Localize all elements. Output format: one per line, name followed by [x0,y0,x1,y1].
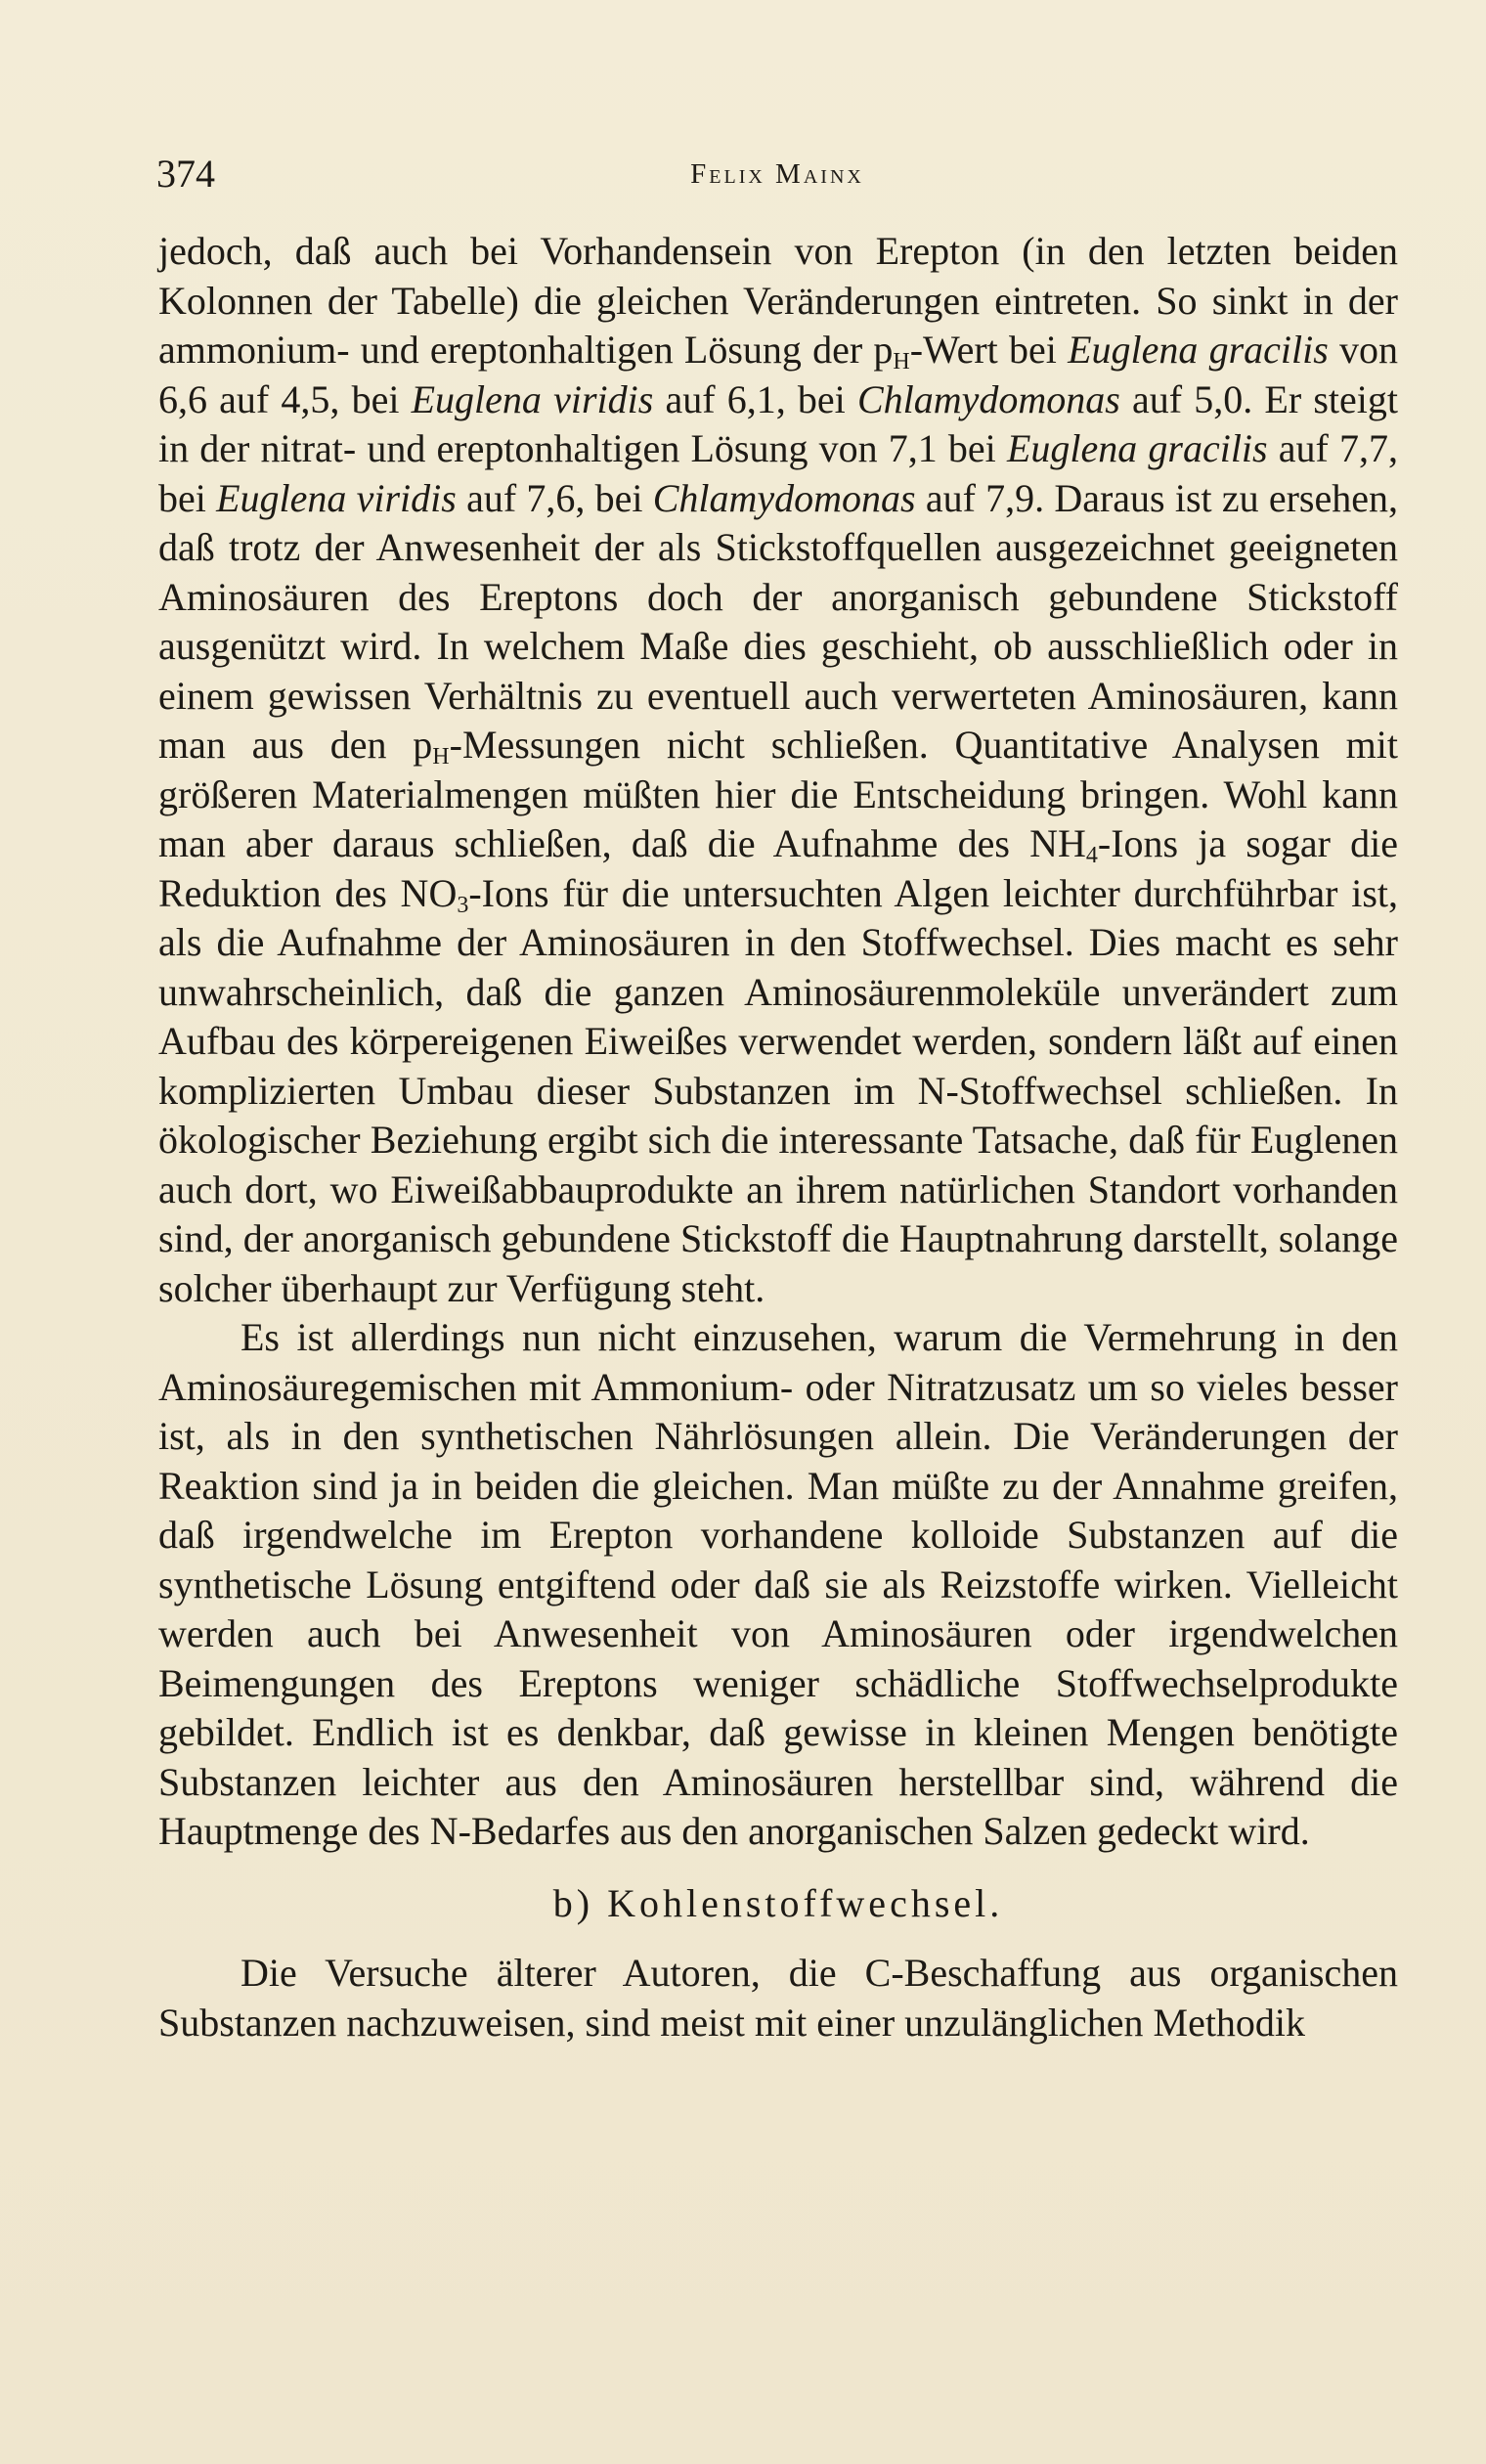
subscript: H [432,744,450,770]
text-run: Es ist allerdings nun nicht einzusehen, warum die Vermehrung in den Aminosäuregemischen mit Ammonium- oder Nitratzusatz um so vieles besser ist, als in den synthetischen Nährlösungen allein. Die Veränderungen der Reaktion sind ja in beiden die gleichen. Man müßte zu der Annahme greifen, daß irgendwelche im Erepton vorhandene kolloide Substanzen auf die synthetische Lösung entgiftend oder daß sie als Reizstoffe wirken. Vielleicht werden auch bei Anwesenheit von Aminosäuren oder irgendwelchen Beimengungen des Ereptons weniger schädliche Stoffwechselprodukte gebildet. Endlich ist es denkbar, daß gewisse in kleinen Mengen benötigte Substanzen leichter aus den Aminosäuren herstellbar sind, während die Hauptmenge des N-Bedarfes aus den anorganischen Salzen gedeckt wird. [158,1315,1398,1853]
section-heading: b) Kohlenstoffwechsel. [552,1880,1004,1925]
text-run: -Messungen nicht schließen. Quantitative Analysen mit größeren Materialmengen müßten hier die Entscheidung bringen. Wohl kann man aber daraus schließen, daß die Aufnahme des NH [158,723,1398,865]
subscript: 3 [457,892,469,918]
text-run: -Ions ja sogar die Reduktion des NO [158,821,1398,915]
text-run: auf 6,1, bei [653,376,857,421]
subscript: 4 [1085,843,1098,868]
body-text [158,227,1398,2047]
page-number: 374 [156,152,215,196]
species-name: Chlamydomonas [856,376,1120,421]
species-name: Euglena viridis [411,376,654,421]
text-run: auf 7,7, bei [158,426,1399,520]
running-head: Felix Mainx [690,158,864,190]
species-name: Euglena gracilis [1006,426,1268,470]
text-run: auf 5,0. Er steigt in der nitrat- und ereptonhaltigen Lösung von 7,1 bei [158,376,1399,470]
text-run: jedoch, daß auch bei Vorhandensein von Erepton (in den letzten beiden Kolonnen der Tabelle) die gleichen Veränderungen eintreten. So sinkt in der ammonium- und ereptonhaltigen Lösung der p [158,229,1398,372]
page-header [156,147,1398,205]
species-name: Chlamydomonas [652,475,916,520]
paragraph-2 [158,1313,1398,1857]
species-name: Euglena gracilis [1068,328,1329,372]
text-run: von 6,6 auf 4,5, bei [158,328,1398,421]
text-run: auf 7,9. Daraus ist zu ersehen, daß trotz der Anwesenheit der als Stickstoffquellen ausgezeichnet geeigneten Aminosäuren des Ereptons doch der anorganisch gebundene Stickstoff ausgenützt wird. In welchem Maße dies geschieht, ob ausschließlich oder in einem gewissen Verhältnis zu eventuell auch verwerteten Aminosäuren, kann man aus den p [158,475,1398,767]
text-run: -Wert bei [909,328,1069,372]
paragraph-1 [158,227,1398,1313]
text-run: auf 7,6, bei [456,475,653,520]
text-run: -Ions für die untersuchten Algen leichter durchführbar ist, als die Aufnahme der Aminosäuren in den Stoffwechsel. Dies macht es sehr unwahrscheinlich, daß die ganzen Aminosäurenmoleküle unverändert zum Aufbau des körpereigenen Eiweißes verwendet werden, sondern läßt auf einen komplizierten Umbau dieser Substanzen im N-Stoffwechsel schließen. In ökologischer Beziehung ergibt sich die interessante Tatsache, daß für Euglenen auch dort, wo Eiweißabbauprodukte an ihrem natürlichen Standort vorhanden sind, der anorganisch gebundene Stickstoff die Hauptnahrung darstellt, solange solcher überhaupt zur Verfügung steht. [158,870,1399,1310]
paragraph-3: Die Versuche älterer Autoren, die C-Beschaffung aus organischen Substanzen nachzuweisen, sind meist mit einer unzulänglichen Methodik [158,1951,1398,2045]
subscript: H [893,349,910,374]
species-name: Euglena viridis [216,475,457,520]
